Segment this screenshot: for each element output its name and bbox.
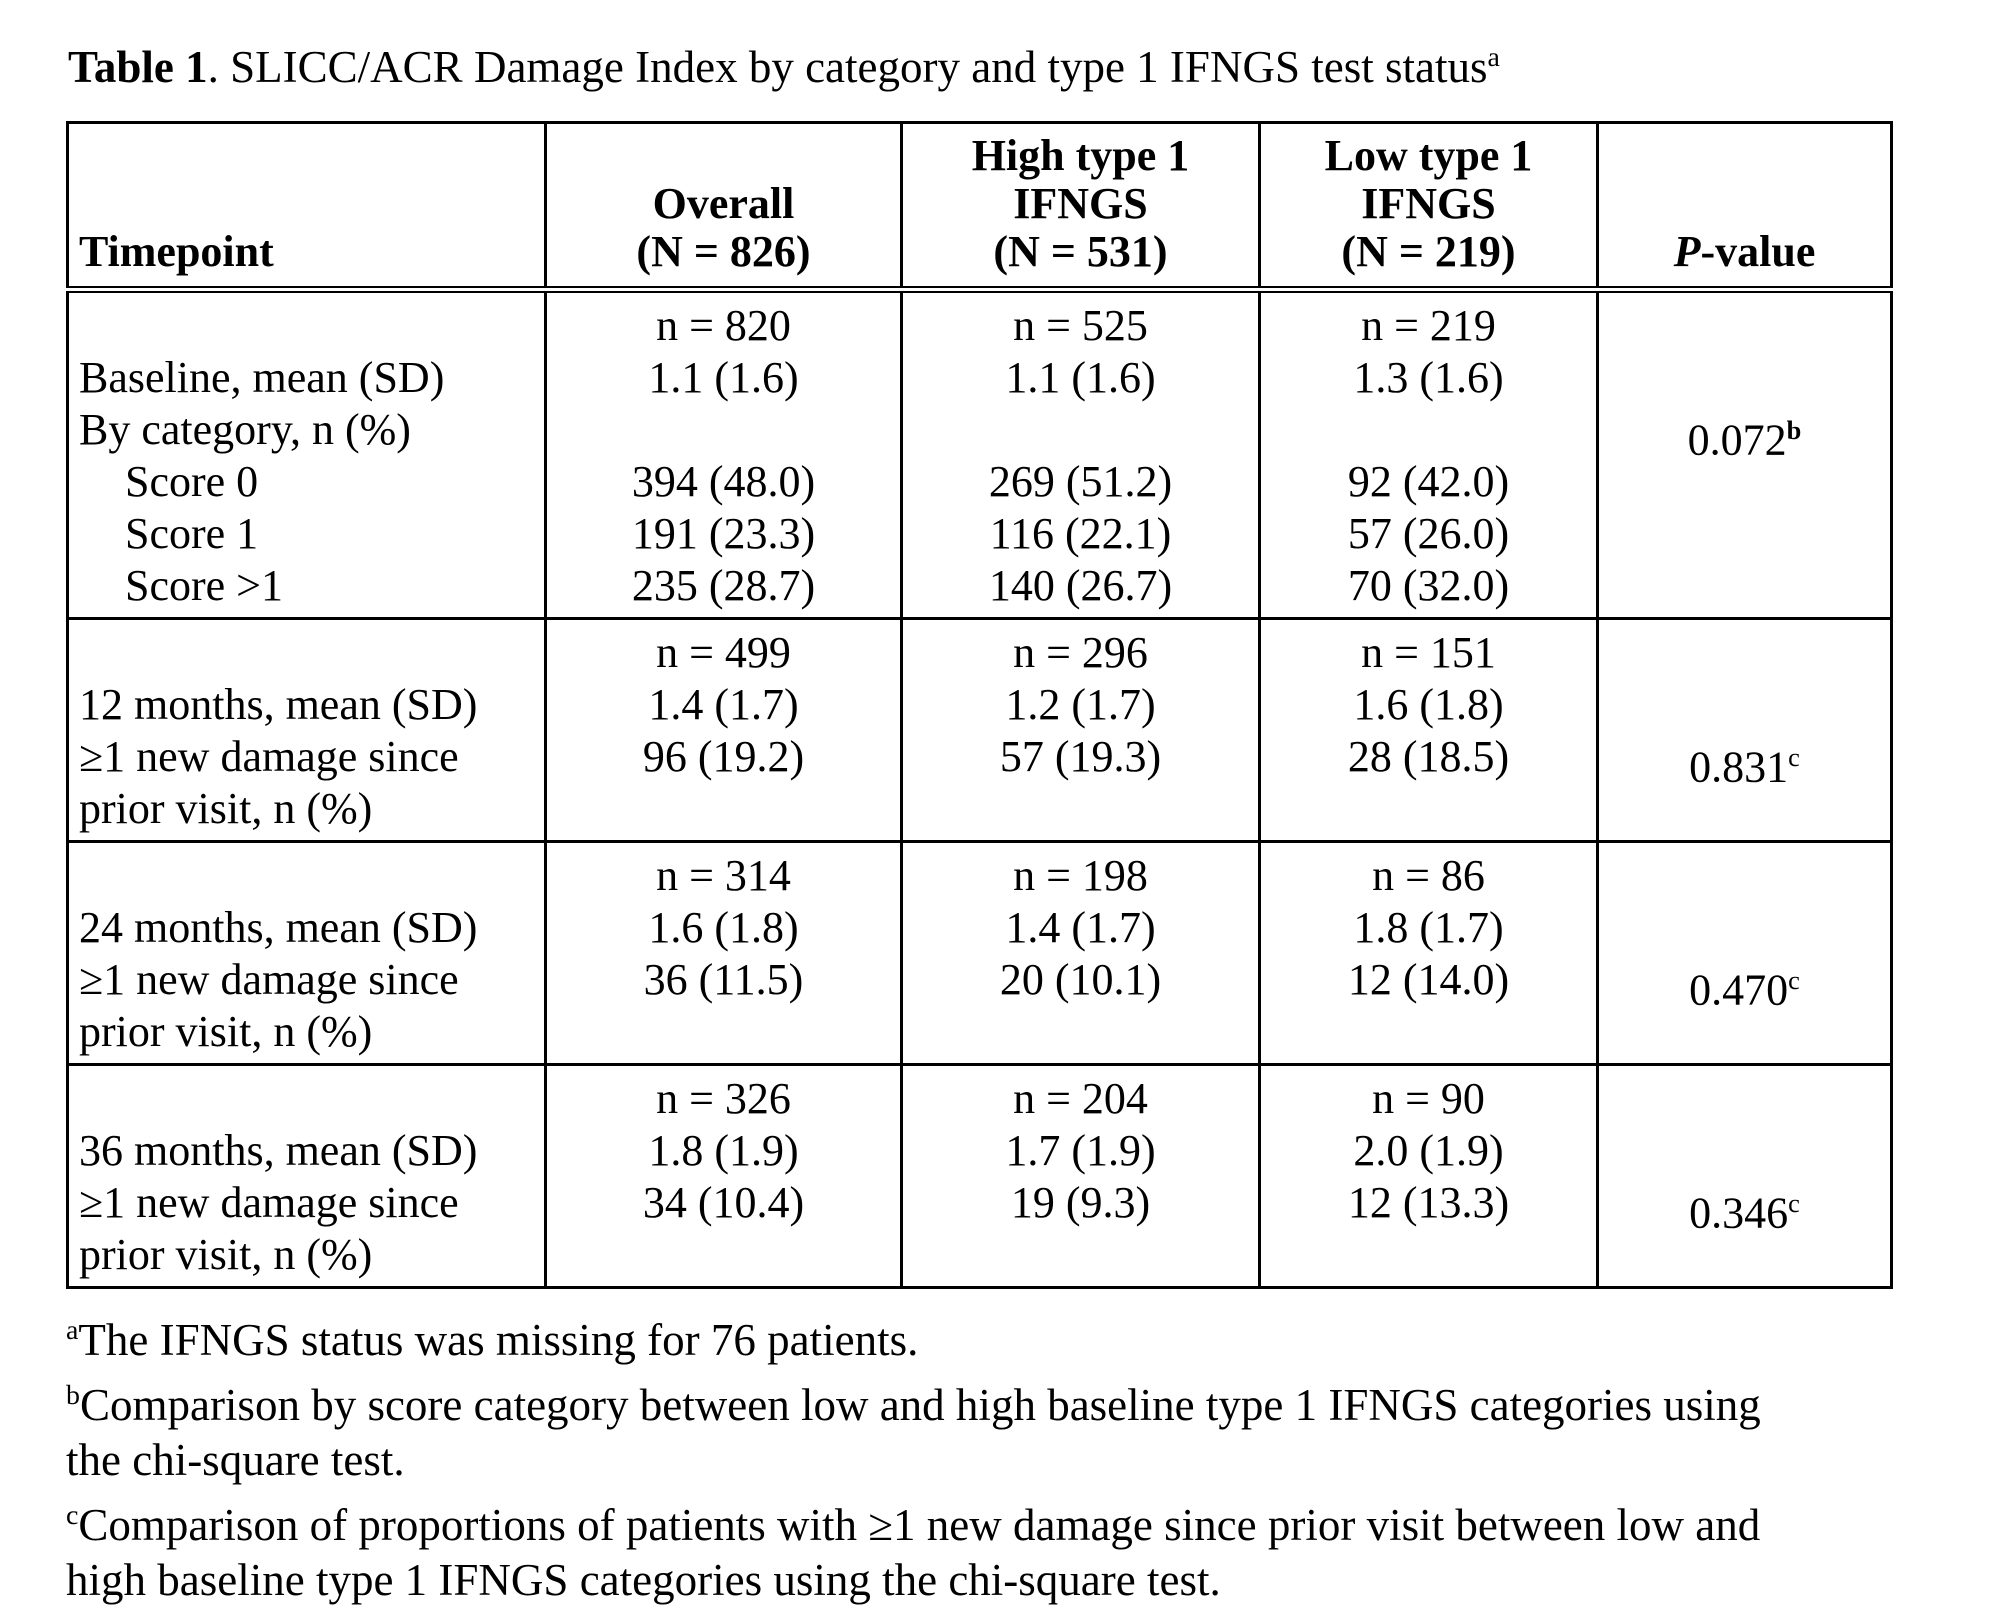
value-line: n = 198 — [1013, 851, 1148, 900]
pvalue-text: 0.346 — [1689, 1188, 1789, 1238]
row-label-line: ≥1 new damage since — [79, 1178, 459, 1227]
value-line: 1.3 (1.6) — [1353, 353, 1504, 402]
pvalue-text: 0.831 — [1689, 742, 1789, 792]
cell-12-months-overall — [546, 619, 902, 842]
row-label-line: Score >1 — [125, 561, 283, 610]
value-line — [1263, 1006, 1594, 1058]
value-line: 140 (26.7) — [988, 561, 1173, 610]
header-pvalue — [1598, 123, 1892, 290]
value-line — [1263, 404, 1594, 456]
value-line: n = 90 — [1372, 1074, 1485, 1123]
pvalue-superscript: c — [1788, 742, 1800, 772]
header-low-ifngs — [1260, 123, 1598, 290]
table-header — [68, 123, 1892, 290]
footnote-b-text: Comparison by score category between low and high baseline type 1 IFNGS categories using — [79, 1380, 1761, 1430]
header-pvalue-label — [1605, 228, 1884, 276]
footnote-b — [66, 1368, 1950, 1433]
row-label-line: prior visit, n (%) — [79, 1230, 373, 1279]
value-line: n = 326 — [656, 1074, 791, 1123]
pvalue-superscript: c — [1788, 965, 1800, 995]
footnote-b-continued: the chi-square test. — [66, 1435, 405, 1485]
value-line: 394 (48.0) — [631, 457, 816, 506]
row-label-line: 36 months, mean (SD) — [79, 1126, 478, 1175]
value-line: n = 151 — [1361, 628, 1496, 677]
value-line: 70 (32.0) — [1347, 561, 1510, 610]
value-line: 1.4 (1.7) — [648, 680, 799, 729]
value-line: n = 820 — [656, 301, 791, 350]
pvalue-line — [1601, 850, 1888, 902]
pvalue-line — [1601, 954, 1888, 1015]
value-line: 57 (19.3) — [999, 732, 1162, 781]
pvalue-line — [1601, 300, 1888, 352]
value-line: 1.7 (1.9) — [1005, 1126, 1156, 1175]
row-label-line: Score 1 — [125, 509, 259, 558]
value-line — [549, 1006, 898, 1058]
damage-index-table — [66, 121, 1893, 1289]
value-line: n = 219 — [1361, 301, 1496, 350]
table-title — [68, 30, 1950, 95]
value-line: 36 (11.5) — [643, 955, 804, 1004]
header-pvalue-rest: -value — [1700, 227, 1816, 276]
value-line: 1.8 (1.9) — [648, 1126, 799, 1175]
row-label-line: By category, n (%) — [79, 405, 411, 454]
pvalue-line — [1601, 352, 1888, 404]
pvalue-line — [1601, 1125, 1888, 1177]
cell-12-months-low — [1260, 619, 1598, 842]
header-high-line: (N = 531) — [993, 227, 1168, 276]
cell-24-months-timepoint — [68, 842, 546, 1065]
cell-36-months-low — [1260, 1065, 1598, 1288]
value-line: 1.1 (1.6) — [1005, 353, 1156, 402]
row-label-line: Baseline, mean (SD) — [79, 353, 445, 402]
value-line: n = 296 — [1013, 628, 1148, 677]
pvalue-superscript: c — [1788, 1188, 1800, 1218]
footnote-c-continued: high baseline type 1 IFNGS categories using the chi-square test. — [66, 1555, 1221, 1605]
value-line: 116 (22.1) — [989, 509, 1172, 558]
value-line: 96 (19.2) — [642, 732, 805, 781]
row-label-line — [79, 850, 540, 902]
cell-baseline-low — [1260, 290, 1598, 619]
row-label-line: ≥1 new damage since — [79, 955, 459, 1004]
value-line: 1.4 (1.7) — [1005, 903, 1156, 952]
value-line: 1.6 (1.8) — [1353, 680, 1504, 729]
value-line — [549, 404, 898, 456]
cell-baseline-overall — [546, 290, 902, 619]
value-line: 269 (51.2) — [988, 457, 1173, 506]
cell-24-months-overall — [546, 842, 902, 1065]
value-line: 28 (18.5) — [1347, 732, 1510, 781]
row-label-line — [79, 1073, 540, 1125]
value-line: n = 525 — [1013, 301, 1148, 350]
value-line — [905, 1006, 1256, 1058]
footnote-b-marker: b — [66, 1380, 80, 1411]
header-low-line: Low type 1 — [1324, 131, 1533, 180]
pvalue-line — [1601, 1073, 1888, 1125]
pvalue-text: 0.072 — [1687, 415, 1787, 465]
header-timepoint — [68, 123, 546, 290]
cell-24-months-low — [1260, 842, 1598, 1065]
pvalue-line — [1601, 508, 1888, 560]
header-overall — [546, 123, 902, 290]
cell-baseline-timepoint — [68, 290, 546, 619]
header-low-line: (N = 219) — [1341, 227, 1516, 276]
value-line: 12 (14.0) — [1347, 955, 1510, 1004]
header-overall-line: (N = 826) — [636, 227, 811, 276]
value-line — [549, 783, 898, 835]
value-line: 1.8 (1.7) — [1353, 903, 1504, 952]
value-line: 20 (10.1) — [999, 955, 1162, 1004]
row-label-line: prior visit, n (%) — [79, 1007, 373, 1056]
table-title-superscript: a — [1487, 42, 1500, 73]
header-low-line: IFNGS — [1361, 179, 1496, 228]
pvalue-line — [1601, 560, 1888, 612]
table-body — [68, 290, 1892, 1288]
value-line — [1263, 783, 1594, 835]
header-pvalue-italic-p: P — [1673, 227, 1701, 276]
header-timepoint-label: Timepoint — [79, 227, 274, 276]
row-label-line — [79, 300, 540, 352]
row-label-line — [79, 627, 540, 679]
value-line — [905, 1229, 1256, 1281]
table-row-36-months — [68, 1065, 1892, 1288]
pvalue-line — [1601, 456, 1888, 508]
table-title-text: . SLICC/ACR Damage Index by category and type 1 IFNGS test status — [207, 42, 1488, 92]
cell-baseline-high — [902, 290, 1260, 619]
value-line: 34 (10.4) — [642, 1178, 805, 1227]
value-line: 1.6 (1.8) — [648, 903, 799, 952]
value-line — [549, 1229, 898, 1281]
row-label-line: prior visit, n (%) — [79, 784, 373, 833]
pvalue-line — [1601, 902, 1888, 954]
value-line: 1.1 (1.6) — [648, 353, 799, 402]
row-label-line: Score 0 — [125, 457, 259, 506]
cell-24-months-pvalue — [1598, 842, 1892, 1065]
table-row-baseline — [68, 290, 1892, 619]
footnote-a-marker: a — [66, 1315, 79, 1346]
value-line: 19 (9.3) — [1010, 1178, 1151, 1227]
header-high-line: IFNGS — [1013, 179, 1148, 228]
value-line: 235 (28.7) — [631, 561, 816, 610]
pvalue-text: 0.470 — [1689, 965, 1789, 1015]
pvalue-superscript: b — [1786, 415, 1802, 445]
pvalue-line — [1601, 627, 1888, 679]
cell-36-months-overall — [546, 1065, 902, 1288]
value-line: 1.2 (1.7) — [1005, 680, 1156, 729]
cell-36-months-high — [902, 1065, 1260, 1288]
pvalue-line — [1601, 404, 1888, 465]
pvalue-line — [1601, 1006, 1888, 1058]
table-title-number: Table 1 — [68, 42, 208, 92]
footnote-c-marker: c — [66, 1500, 79, 1531]
value-line: n = 314 — [656, 851, 791, 900]
value-line — [905, 404, 1256, 456]
value-line: n = 86 — [1372, 851, 1485, 900]
value-line: n = 499 — [656, 628, 791, 677]
value-line — [1263, 1229, 1594, 1281]
footnote-c-text: Comparison of proportions of patients with ≥1 new damage since prior visit between low and — [78, 1500, 1761, 1550]
value-line — [905, 783, 1256, 835]
cell-baseline-pvalue — [1598, 290, 1892, 619]
pvalue-line — [1601, 1177, 1888, 1238]
cell-24-months-high — [902, 842, 1260, 1065]
table-row-24-months — [68, 842, 1892, 1065]
table-row-12-months — [68, 619, 1892, 842]
row-label-line: 12 months, mean (SD) — [79, 680, 478, 729]
header-overall-line: Overall — [652, 179, 795, 228]
value-line: n = 204 — [1013, 1074, 1148, 1123]
cell-36-months-pvalue — [1598, 1065, 1892, 1288]
pvalue-line — [1601, 679, 1888, 731]
cell-12-months-high — [902, 619, 1260, 842]
header-row — [68, 123, 1892, 290]
value-line: 92 (42.0) — [1347, 457, 1510, 506]
cell-12-months-timepoint — [68, 619, 546, 842]
footnotes — [66, 1303, 1950, 1608]
cell-36-months-timepoint — [68, 1065, 546, 1288]
row-label-line: 24 months, mean (SD) — [79, 903, 478, 952]
header-high-ifngs — [902, 123, 1260, 290]
value-line: 57 (26.0) — [1347, 509, 1510, 558]
footnote-a — [66, 1303, 1950, 1368]
footnote-a-text: The IFNGS status was missing for 76 patients. — [78, 1315, 919, 1365]
row-label-line: ≥1 new damage since — [79, 732, 459, 781]
pvalue-line — [1601, 783, 1888, 835]
value-line: 191 (23.3) — [631, 509, 816, 558]
footnote-c — [66, 1488, 1950, 1553]
value-line: 2.0 (1.9) — [1353, 1126, 1504, 1175]
header-high-line: High type 1 — [971, 131, 1190, 180]
pvalue-line — [1601, 1229, 1888, 1281]
pvalue-line — [1601, 731, 1888, 792]
cell-12-months-pvalue — [1598, 619, 1892, 842]
value-line: 12 (13.3) — [1347, 1178, 1510, 1227]
